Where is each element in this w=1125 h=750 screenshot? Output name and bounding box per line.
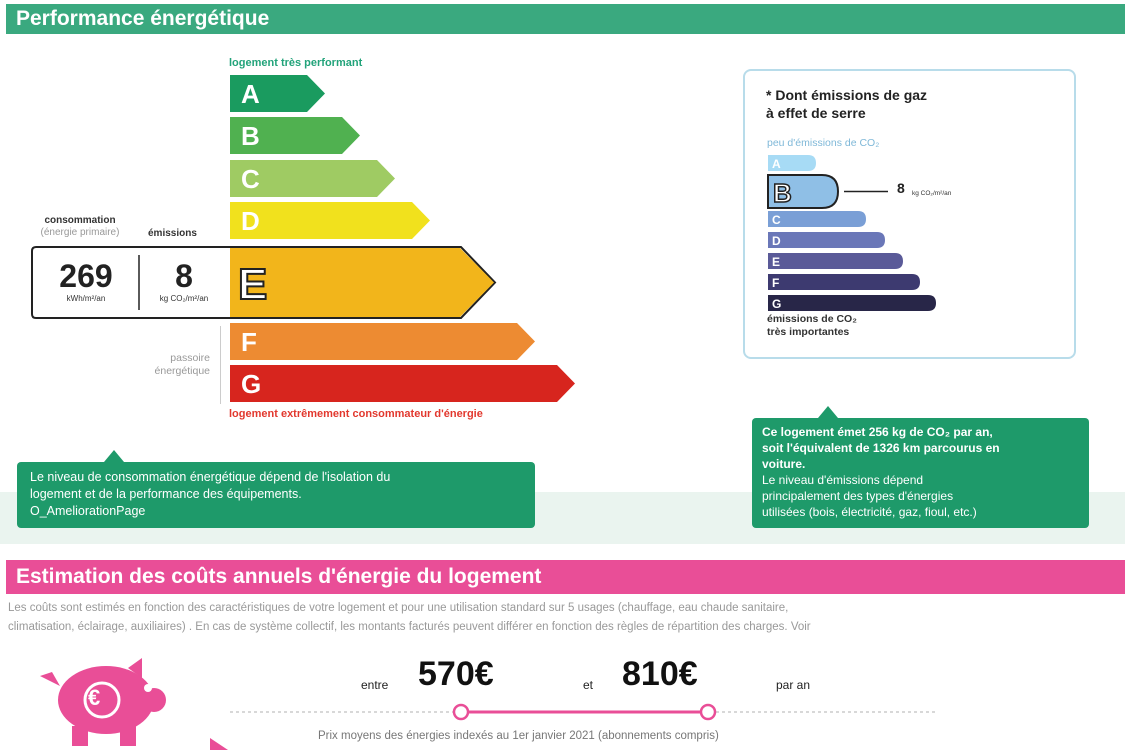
energy-letter-d: D: [241, 206, 260, 236]
range-min-marker: [454, 705, 468, 719]
ges-letter-e: E: [772, 255, 781, 269]
ges-value: 8: [897, 180, 905, 196]
energy-callout-line3: O_AmeliorationPage: [30, 504, 146, 518]
top-label: logement très performant: [229, 57, 363, 69]
ges-letter-a: A: [772, 157, 781, 171]
passoire-line1: passoire: [170, 352, 210, 364]
ges-class-chart: [760, 150, 1080, 315]
cost-range-slider: [225, 700, 945, 725]
energy-callout: [17, 462, 535, 528]
ges-letter-c: C: [772, 213, 781, 227]
performance-title: Performance énergétique: [16, 7, 270, 30]
ges-bar-e: [768, 253, 903, 269]
ges-bar-f: [768, 274, 920, 290]
ges-title-line2: à effet de serre: [766, 105, 866, 121]
prices-note: Prix moyens des énergies indexés au 1er janvier 2021 (abonnements compris): [318, 730, 719, 742]
energy-bar-g: [230, 365, 575, 402]
ges-callout: [752, 418, 1089, 528]
ges-letter-g: G: [772, 297, 782, 311]
arrow-decoration: [210, 738, 232, 750]
energy-letter-g: G: [241, 369, 262, 399]
emissions-value: 8: [175, 258, 193, 294]
ges-title: [766, 86, 927, 122]
energy-bar-d: [230, 202, 430, 239]
bottom-label: logement extrêmement consommateur d'énergie: [229, 408, 483, 420]
ges-value-unit: kg CO₂/m²/an: [912, 190, 952, 197]
ges-bar-c: [768, 211, 866, 227]
and-label: et: [583, 678, 594, 692]
energy-callout-line1: Le niveau de consommation énergétique dépend de l'isolation du: [30, 470, 391, 484]
performance-header: [6, 4, 1125, 34]
per-year-label: par an: [776, 678, 811, 692]
costs-desc-line1: Les coûts sont estimés en fonction des caractéristiques de votre logement et pour une utilisation standard sur 5 usages (chauffage, eau chaude sanitaire,: [8, 602, 789, 614]
energy-bar-f: [230, 323, 535, 360]
ges-callout-line3: voiture.: [762, 457, 806, 471]
ges-letter-f: F: [772, 276, 780, 290]
ges-bottom-label-line1: émissions de CO₂: [767, 313, 857, 325]
ges-bottom-label: [767, 313, 857, 339]
cost-min: 570€: [418, 655, 494, 693]
ges-bottom-label-line2: très importantes: [767, 326, 850, 338]
ges-bar-d: [768, 232, 885, 248]
ges-callout-line5: principalement des types d'énergies: [762, 489, 954, 503]
between-label: entre: [361, 678, 389, 692]
consumption-unit: kWh/m²/an: [66, 294, 106, 303]
cost-max: 810€: [622, 655, 698, 693]
ges-title-line1: * Dont émissions de gaz: [766, 87, 928, 103]
energy-class-chart: [20, 70, 600, 410]
energy-callout-line2: logement et de la performance des équipements.: [30, 487, 302, 501]
range-max-marker: [701, 705, 715, 719]
euro-symbol: €: [88, 685, 101, 710]
emissions-label: émissions: [148, 228, 197, 239]
ges-letter-b: B: [773, 178, 792, 208]
ges-callout-line1: Ce logement émet 256 kg de CO₂ par an,: [762, 425, 993, 439]
costs-title: Estimation des coûts annuels d'énergie du logement: [16, 565, 542, 588]
consumption-label-line2: (énergie primaire): [40, 227, 120, 238]
consumption-value: 269: [59, 258, 113, 294]
energy-letter-b: B: [241, 121, 260, 151]
energy-letter-a: A: [241, 79, 260, 109]
energy-bar-e: [230, 248, 494, 317]
passoire-line2: énergétique: [154, 365, 210, 377]
ges-callout-line2: soit l'équivalent de 1326 km parcourus en: [762, 441, 1000, 455]
energy-letter-f: F: [241, 327, 257, 357]
ges-callout-line4: Le niveau d'émissions dépend: [762, 473, 924, 487]
ges-letter-d: D: [772, 234, 781, 248]
consumption-label-line1: consommation: [44, 215, 116, 226]
piggy-bank-icon: [38, 650, 173, 750]
ges-callout-pointer: [818, 406, 838, 418]
ges-callout-line6: utilisées (bois, électricité, gaz, fioul, etc.): [762, 505, 977, 519]
costs-description: [8, 599, 1123, 637]
emissions-unit: kg CO₂/m²/an: [159, 294, 209, 303]
energy-letter-e: E: [238, 260, 268, 309]
callout-pointer: [104, 450, 124, 462]
costs-desc-line2: climatisation, éclairage, auxiliaires) . En cas de système collectif, les montants facturés peuvent différer en fonction des règles de répartition des charges. Voir: [8, 621, 811, 633]
ges-bar-g: [768, 295, 936, 311]
energy-letter-c: C: [241, 164, 260, 194]
costs-header: [6, 560, 1125, 594]
ges-top-label: peu d'émissions de CO₂: [767, 137, 880, 149]
